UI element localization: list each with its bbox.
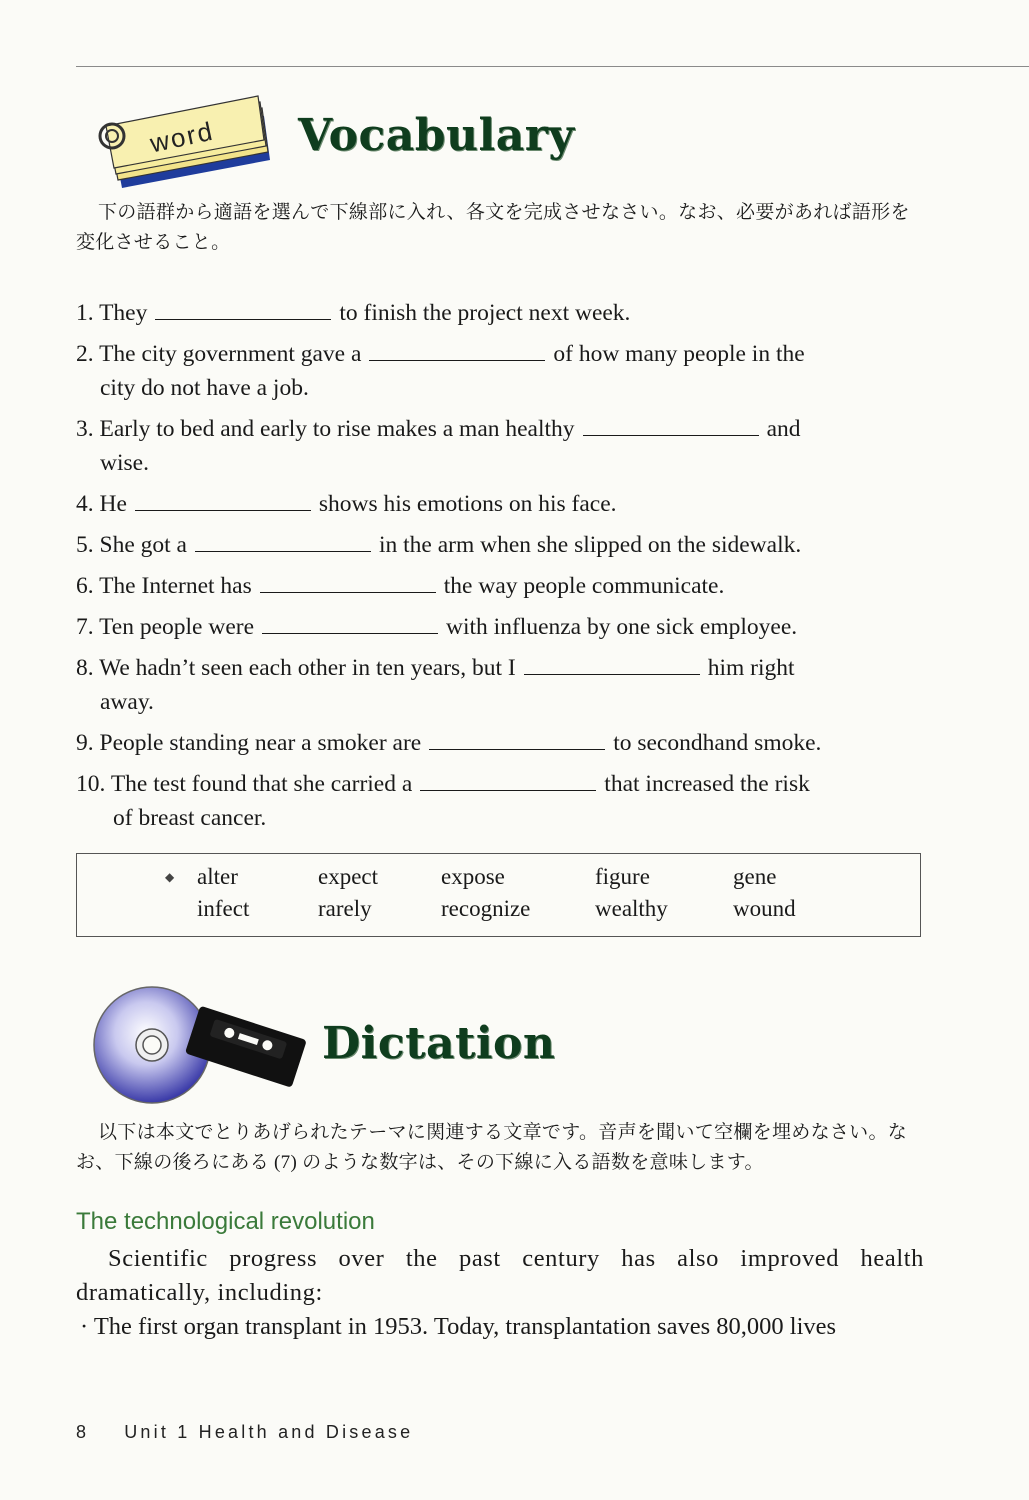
question-text: him right — [707, 655, 795, 681]
answer-blank[interactable] — [524, 654, 700, 675]
question-text: in the arm when she slipped on the sidewalk. — [378, 532, 802, 558]
question-number: 5. — [76, 532, 94, 558]
question-text: They — [99, 300, 148, 326]
answer-blank[interactable] — [420, 770, 596, 791]
dictation-subheading: The technological revolution — [76, 1208, 375, 1235]
page-footer — [76, 1422, 413, 1443]
word-bank-item: expect — [318, 864, 379, 889]
question-4 — [76, 487, 924, 521]
question-text: The Internet has — [99, 573, 252, 599]
dictation-paragraph — [76, 1242, 924, 1310]
question-1 — [76, 296, 924, 330]
page-number: 8 — [76, 1422, 87, 1442]
word-bank-item: rarely — [318, 896, 372, 921]
question-10 — [76, 767, 924, 835]
word-bank-item: gene — [733, 864, 777, 889]
dictation-instruction: 以下は本文でとりあげられたテーマに関連する文章です。音声を聞いて空欄を埋めなさい。なお、下線の後ろにある (7) のような数字は、その下線に入る語数を意味します。 — [76, 1122, 908, 1173]
cd-cassette-icon — [90, 985, 310, 1105]
question-number: 2. — [76, 341, 94, 367]
question-number: 10. — [76, 771, 106, 797]
word-bank-item: recognize — [441, 896, 531, 921]
question-text: Early to bed and early to rise makes a man healthy — [99, 416, 575, 442]
question-6 — [76, 569, 924, 603]
question-8 — [76, 651, 924, 719]
question-text: He — [99, 491, 127, 517]
question-text: with influenza by one sick employee. — [446, 614, 798, 640]
question-9 — [76, 726, 924, 760]
question-continuation: wise. — [100, 450, 149, 476]
answer-blank[interactable] — [429, 729, 605, 750]
answer-blank[interactable] — [369, 340, 545, 361]
question-7 — [76, 610, 924, 644]
word-bank-item: wound — [733, 896, 796, 921]
question-text: that increased the risk — [604, 771, 810, 797]
question-text: Ten people were — [99, 614, 255, 640]
question-text: the way people communicate. — [443, 573, 725, 599]
word-bank-item: infect — [197, 896, 250, 921]
question-number: 8. — [76, 655, 94, 681]
question-text: to secondhand smoke. — [613, 730, 822, 756]
question-text: shows his emotions on his face. — [318, 491, 617, 517]
question-number: 4. — [76, 491, 94, 517]
question-5 — [76, 528, 924, 562]
paragraph-text: Scientific progress over the past century has also improved health dramatically, including: — [76, 1245, 924, 1306]
question-list — [76, 296, 924, 842]
question-3 — [76, 412, 924, 480]
answer-blank[interactable] — [135, 490, 311, 511]
answer-blank[interactable] — [583, 415, 759, 436]
answer-blank[interactable] — [262, 613, 438, 634]
word-bank-item: alter — [197, 864, 238, 889]
dictation-title: Dictation — [322, 1018, 556, 1069]
question-text: The test found that she carried a — [110, 771, 413, 797]
vocabulary-title: Vocabulary — [298, 110, 575, 161]
question-number: 9. — [76, 730, 94, 756]
question-text: The city government gave a — [99, 341, 362, 367]
question-number: 3. — [76, 416, 94, 442]
word-bank-item: wealthy — [595, 896, 668, 921]
question-text: and — [766, 416, 801, 442]
word-bank — [76, 853, 921, 937]
answer-blank[interactable] — [260, 572, 436, 593]
answer-blank[interactable] — [155, 299, 331, 320]
answer-blank[interactable] — [195, 531, 371, 552]
unit-label: Unit 1 Health and Disease — [124, 1422, 414, 1442]
question-continuation: away. — [100, 689, 154, 715]
question-continuation: of breast cancer. — [113, 805, 267, 831]
question-number: 1. — [76, 300, 94, 326]
question-2 — [76, 337, 924, 405]
word-cards-icon — [92, 88, 282, 188]
question-number: 6. — [76, 573, 94, 599]
question-text: She got a — [99, 532, 187, 558]
word-bank-item: figure — [595, 864, 650, 889]
vocabulary-instruction: 下の語群から適語を選んで下線部に入れ、各文を完成させなさい。なお、必要があれば語形を変化させること。 — [76, 202, 910, 253]
dictation-bullet: · The first organ transplant in 1953. Today, transplantation saves 80,000 lives — [80, 1313, 837, 1340]
word-card-text: word — [147, 115, 217, 159]
question-text: of how many people in the — [553, 341, 805, 367]
question-number: 7. — [76, 614, 94, 640]
question-text: We hadn’t seen each other in ten years, but I — [99, 655, 516, 681]
word-bank-mark-icon: ◆ — [165, 870, 175, 884]
question-continuation: city do not have a job. — [100, 375, 309, 401]
top-rule — [76, 66, 1029, 67]
word-bank-item: expose — [441, 864, 505, 889]
question-text: People standing near a smoker are — [99, 730, 422, 756]
question-text: to finish the project next week. — [339, 300, 631, 326]
